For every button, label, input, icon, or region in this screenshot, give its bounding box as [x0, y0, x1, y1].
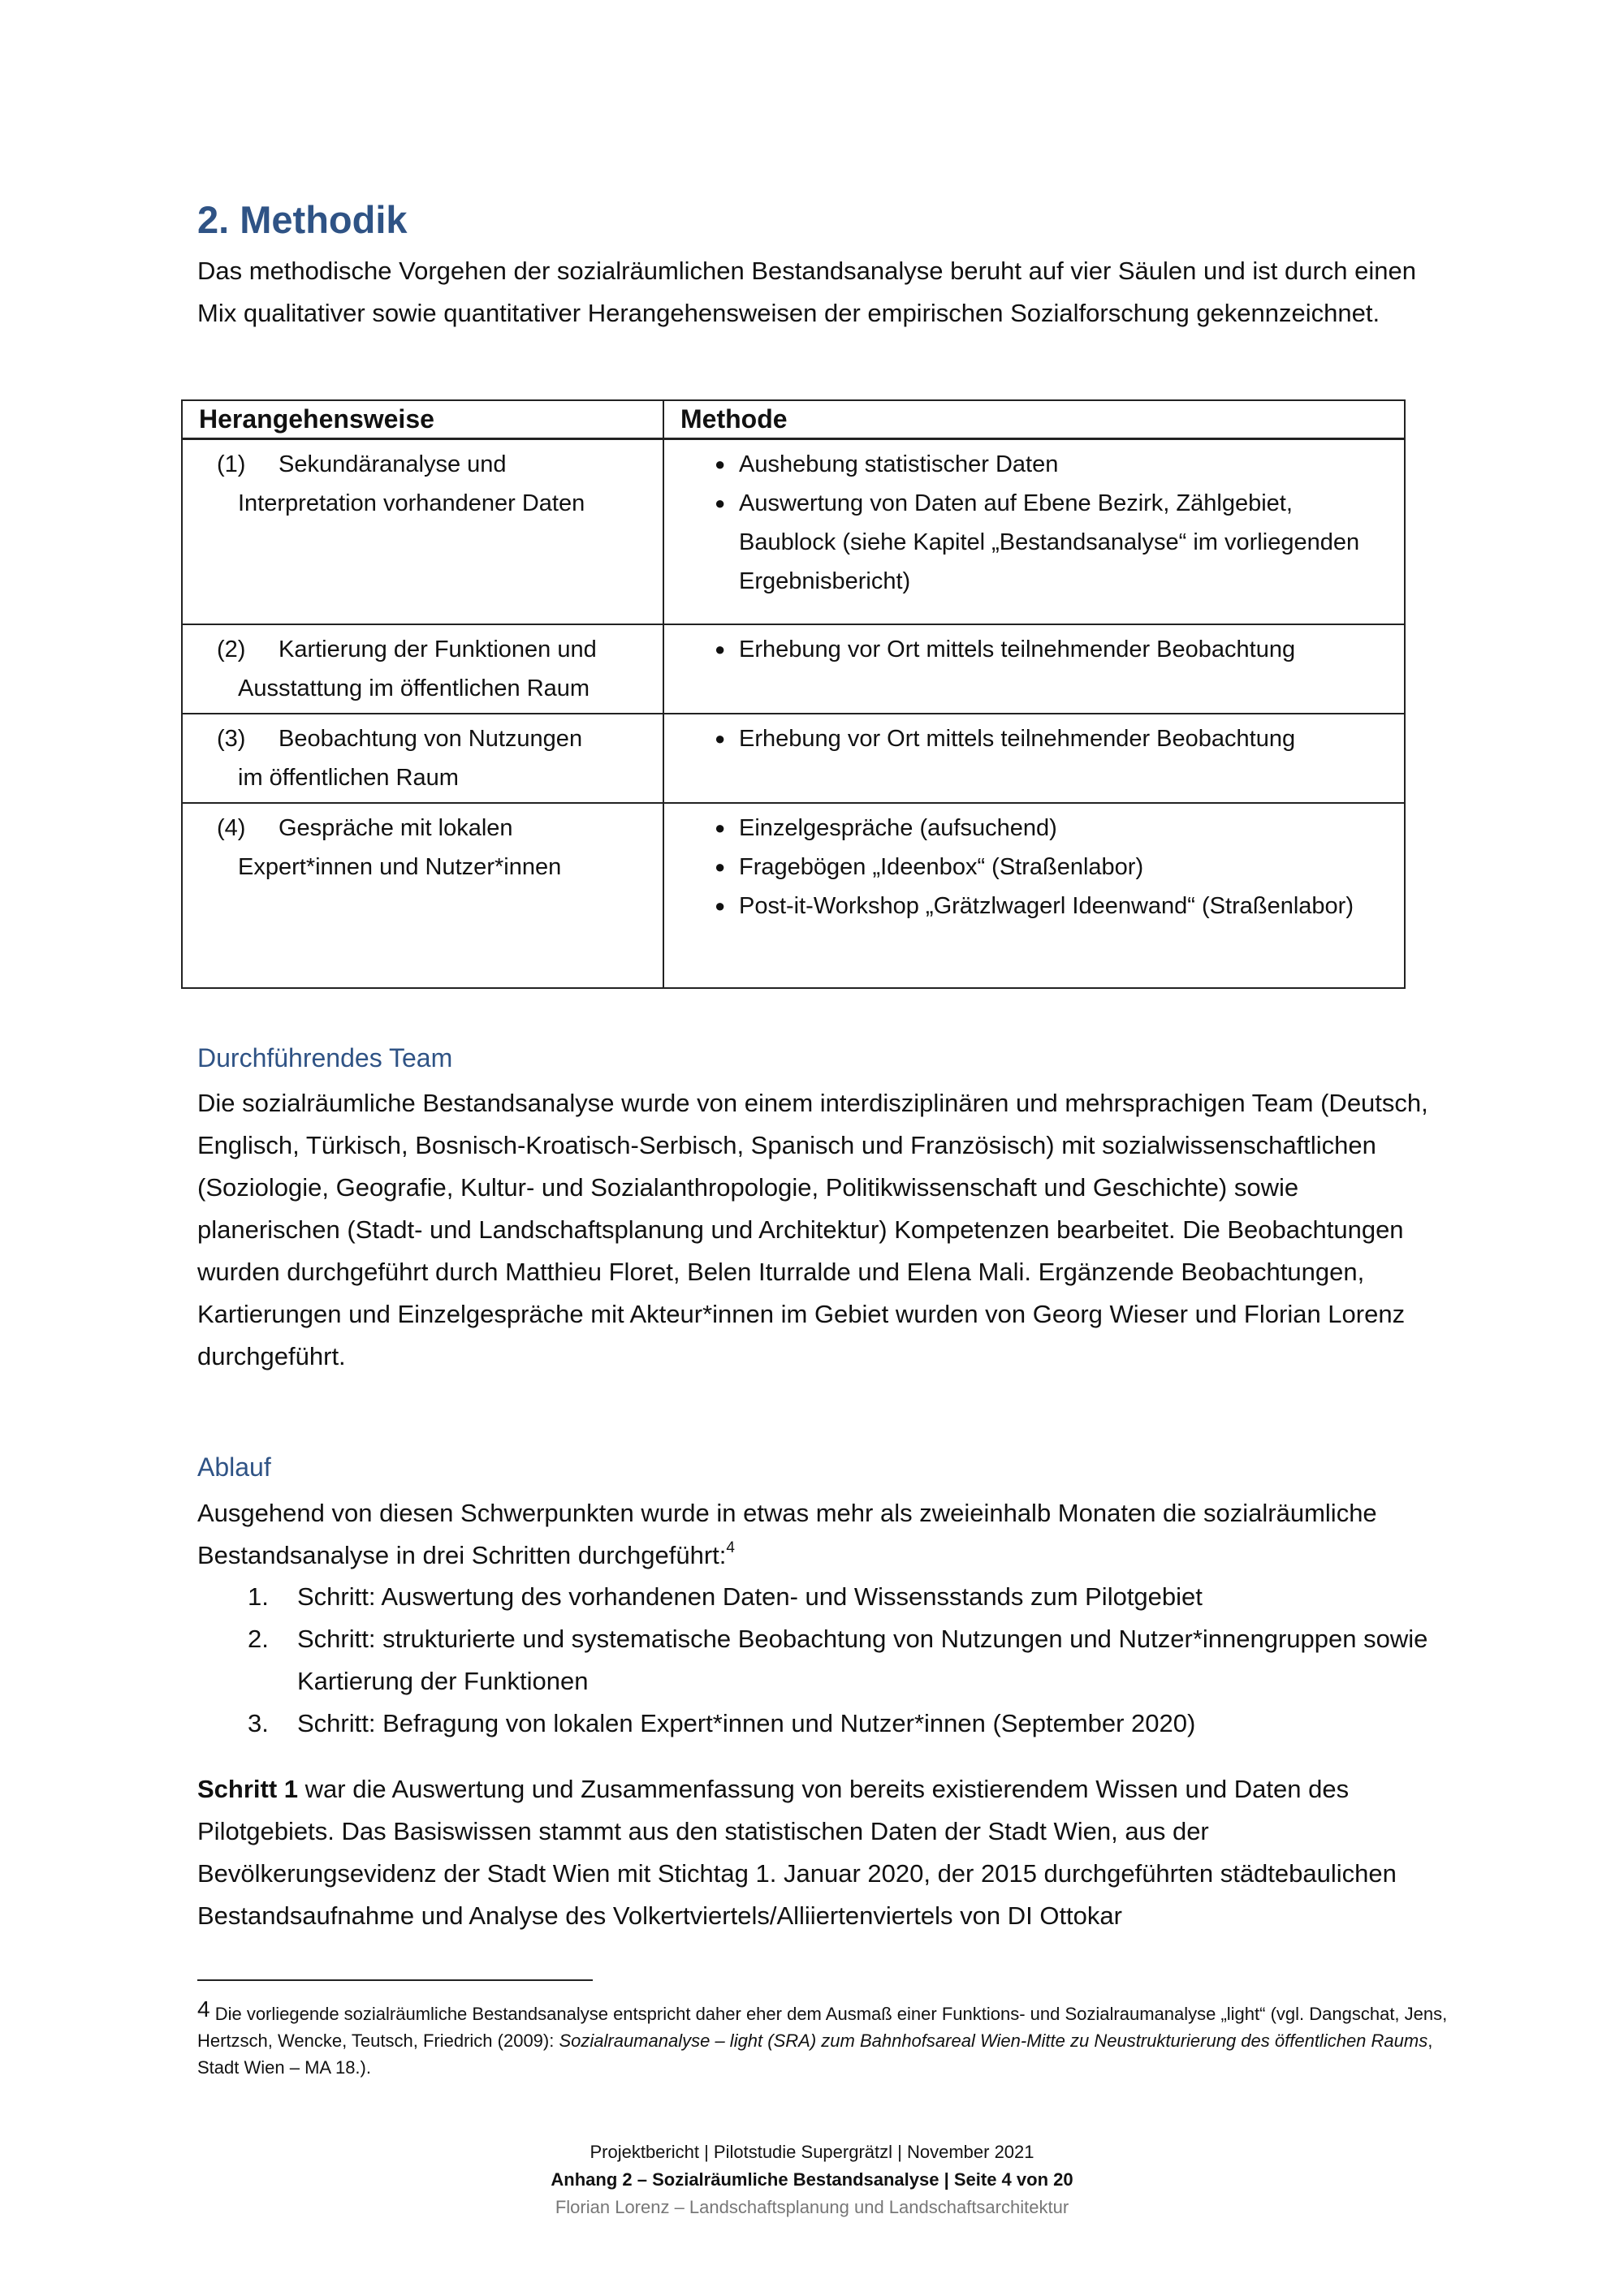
ablauf-paragraph [197, 1492, 1432, 1577]
step-number: 3. [248, 1709, 269, 1737]
list-item: ● Erhebung vor Ort mittels teilnehmender Beobachtung [715, 719, 1391, 758]
approach-text: Sekundäranalyse und [279, 451, 507, 477]
step-text: Schritt: strukturierte und systematische Beobachtung von Nutzungen und Nutzer*innengruppen sowie Kartierung der Funktionen [297, 1625, 1428, 1695]
list-item: ● Auswertung von Daten auf Ebene Bezirk, Zählgebiet, Baublock (siehe Kapitel „Bestandsanalyse“ im vorliegenden Ergebnisbericht) [715, 484, 1391, 601]
section-heading-team: Durchführendes Team [197, 1043, 453, 1072]
method-cell [663, 624, 1405, 714]
footnote-reference[interactable]: 4 [726, 1539, 735, 1556]
method-cell [663, 714, 1405, 803]
footnote-number: 4 [197, 1996, 210, 2022]
approach-cell [182, 439, 663, 624]
footer-page-info: Anhang 2 – Sozialräumliche Bestandsanalyse | Seite 4 von 20 [551, 2169, 1073, 2190]
approach-text: Expert*innen und Nutzer*innen [238, 853, 562, 880]
intro-paragraph: Das methodische Vorgehen der sozialräumlichen Bestandsanalyse beruht auf vier Säulen und ist durch einen Mix qualitativer sowie quantitativer Herangehensweisen der empirischen Sozialforschung gekennzeichnet. [197, 257, 1416, 327]
approach-cell [182, 714, 663, 803]
footnote [197, 1996, 1448, 2081]
approach-number: (1) [217, 451, 246, 477]
schritt1-paragraph [197, 1768, 1432, 1937]
approach-cell [182, 624, 663, 714]
approach-text: im öffentlichen Raum [238, 764, 459, 791]
approach-cell [182, 803, 663, 988]
approach-text: Beobachtung von Nutzungen [279, 725, 583, 752]
footer-line: Projektbericht | Pilotstudie Supergrätzl | November 2021 [590, 2142, 1034, 2162]
step-text: Schritt: Befragung von lokalen Expert*innen und Nutzer*innen (September 2020) [297, 1709, 1196, 1737]
page-title: 2. Methodik [197, 198, 408, 241]
section-heading-ablauf: Ablauf [197, 1452, 271, 1482]
list-item: ● Erhebung vor Ort mittels teilnehmender Beobachtung [715, 630, 1391, 669]
table-row [182, 803, 1405, 988]
method-cell [663, 803, 1405, 988]
list-item: ● Aushebung statistischer Daten [715, 445, 1391, 484]
footnote-divider [197, 1979, 593, 1981]
footnote-citation-title: Sozialraumanalyse – light (SRA) zum Bahnhofsareal Wien-Mitte zu Neustrukturierung des öffentlichen Raums [559, 2031, 1428, 2051]
table-header-row [182, 400, 1405, 439]
list-item [197, 1576, 1432, 1618]
footnote-text: , Stadt Wien – MA 18.). [197, 2031, 1433, 2078]
approach-text: Kartierung der Funktionen und [279, 636, 597, 662]
list-item [197, 1703, 1432, 1745]
steps-list [197, 1576, 1432, 1745]
list-item [197, 1618, 1432, 1703]
methods-table [181, 399, 1406, 989]
approach-text: Ausstattung im öffentlichen Raum [238, 675, 590, 701]
footer-author: Florian Lorenz – Landschaftsplanung und Landschaftsarchitektur [555, 2197, 1069, 2217]
schritt1-label: Schritt 1 [197, 1775, 299, 1803]
list-item: ● Post-it-Workshop „Grätzlwagerl Ideenwand“ (Straßenlabor) [715, 887, 1391, 926]
step-number: 2. [248, 1625, 269, 1653]
approach-number: (4) [217, 814, 246, 841]
approach-number: (2) [217, 636, 246, 662]
step-number: 1. [248, 1582, 269, 1611]
approach-text: Interpretation vorhandener Daten [238, 490, 585, 516]
ablauf-text: Ausgehend von diesen Schwerpunkten wurde in etwas mehr als zweieinhalb Monaten die sozialräumliche Bestandsanalyse in drei Schritten durchgeführt: [197, 1499, 1377, 1569]
page-footer [0, 2138, 1624, 2221]
approach-text: Gespräche mit lokalen [279, 814, 513, 841]
table-header-cell: Methode [663, 400, 1405, 439]
list-item: ● Fragebögen „Ideenbox“ (Straßenlabor) [715, 848, 1391, 887]
team-paragraph: Die sozialräumliche Bestandsanalyse wurde von einem interdisziplinären und mehrsprachigen Team (Deutsch, Englisch, Türkisch, Bosnisch-Kroatisch-Serbisch, Spanisch und Französisch) mit sozialwissenschaftlichen (Soziologie, Geografie, Kultur- und Sozialanthropologie, Politikwissenschaft und Geschichte) sowie planerischen (Stadt- und Landschaftsplanung und Architektur) Kompetenzen bearbeitet. Die Beobachtungen wurden durchgeführt durch Matthieu Floret, Belen Iturralde und Elena Mali. Ergänzende Beobachtungen, Kartierungen und Einzelgespräche mit Akteur*innen im Gebiet wurden von Georg Wieser und Florian Lorenz durchgeführt. [197, 1089, 1428, 1370]
schritt1-text: war die Auswertung und Zusammenfassung von bereits existierendem Wissen und Daten des Pilotgebiets. Das Basiswissen stammt aus den statistischen Daten der Stadt Wien, aus der Bevölkerungsevidenz der Stadt Wien mit Stichtag 1. Januar 2020, der 2015 durchgeführten städtebaulichen Bestandsaufnahme und Analyse des Volkertviertels/Alliiertenviertels von DI Ottokar [197, 1775, 1397, 1930]
list-item: ● Einzelgespräche (aufsuchend) [715, 809, 1391, 848]
footnote-text: Die vorliegende sozialräumliche Bestandsanalyse entspricht daher eher dem Ausmaß einer Funktions- und Sozialraumanalyse „light“ (vgl. Dangschat, Jens, Hertzsch, Wencke, Teutsch, Friedrich (2009): [197, 2004, 1448, 2051]
table-row [182, 439, 1405, 624]
table-header-cell: Herangehensweise [182, 400, 663, 439]
table-row [182, 624, 1405, 714]
approach-number: (3) [217, 725, 246, 752]
method-cell [663, 439, 1405, 624]
step-text: Schritt: Auswertung des vorhandenen Daten- und Wissensstands zum Pilotgebiet [297, 1582, 1203, 1611]
table-row [182, 714, 1405, 803]
